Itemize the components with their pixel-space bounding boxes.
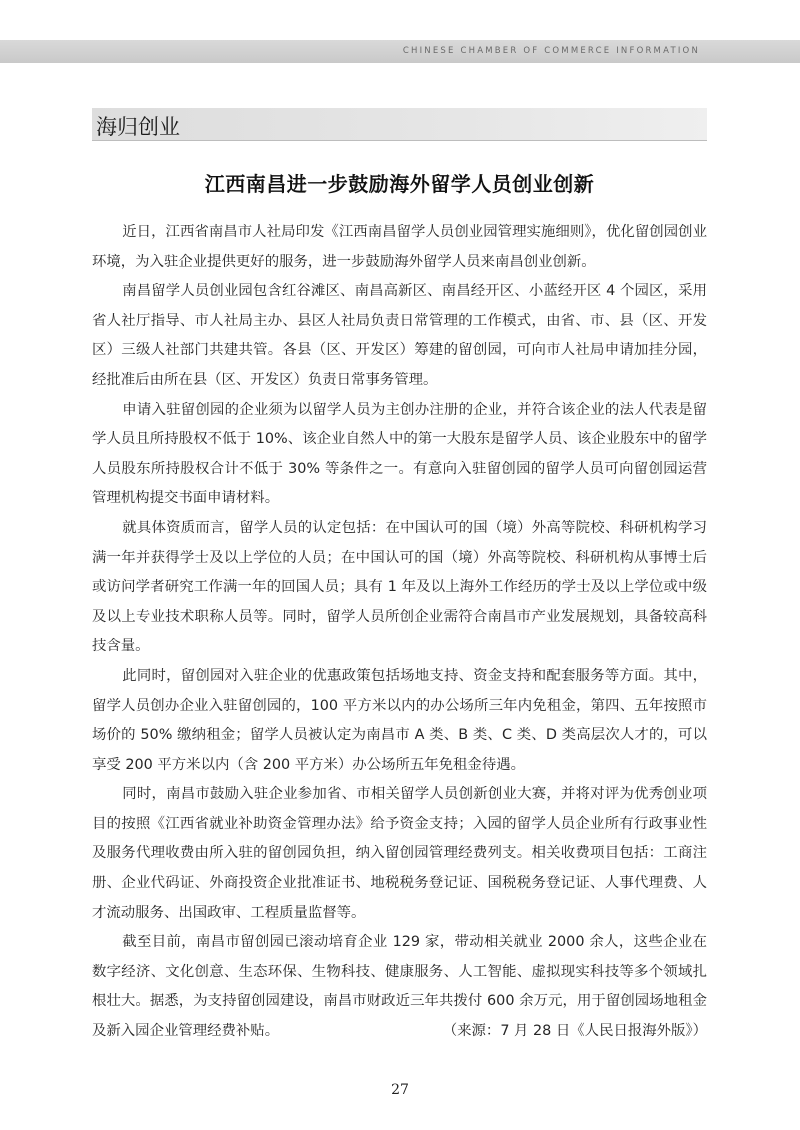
header-band — [0, 40, 800, 63]
paragraph: 申请入驻留创园的企业须为以留学人员为主创办注册的企业，并符合该企业的法人代表是留学人员且所持股权不低于 10%、该企业自然人中的第一大股东是留学人员、该企业股东中的留学人员股东所持股权合计不低于 30% 等条件之一。有意向入驻留创园的留学人员可向留创园运营管理机构提交书面申请材料。 — [92, 401, 707, 507]
paragraph: 近日，江西省南昌市人社局印发《江西南昌留学人员创业园管理实施细则》，优化留创园创业环境，为入驻企业提供更好的服务，进一步鼓励海外留学人员来南昌创业创新。 — [92, 224, 707, 270]
paragraph: 此同时，留创园对入驻企业的优惠政策包括场地支持、资金支持和配套服务等方面。其中，留学人员创办企业入驻留创园的，100 平方米以内的办公场所三年内免租金，第四、五年按照市场价的 50% 缴纳租金；留学人员被认定为南昌市 A 类、B 类、C 类、D 类高层次人才的，可以享受 200 平方米以内（含 200 平方米）办公场所五年免租金待遇。 — [92, 667, 707, 773]
section-bar — [92, 108, 707, 141]
paragraph-last — [92, 928, 707, 1046]
section-title: 海归创业 — [96, 115, 180, 139]
page-number: 27 — [391, 1082, 409, 1098]
article-title: 江西南昌进一步鼓励海外留学人员创业创新 — [204, 172, 595, 196]
publication-name: CHINESE CHAMBER OF COMMERCE INFORMATION — [402, 46, 700, 56]
paragraph: 同时，南昌市鼓励入驻企业参加省、市相关留学人员创新创业大赛，并将对评为优秀创业项目的按照《江西省就业补助资金管理办法》给予资金支持；入园的留学人员企业所有行政事业性及服务代理收费由所入驻的留创园负担，纳入留创园管理经费列支。相关收费项目包括：工商注册、企业代码证、外商投资企业批准证书、地税税务登记证、国税税务登记证、人事代理费、人才流动服务、出国政审、工程质量监督等。 — [92, 786, 707, 921]
source-citation: （来源：7 月 28 日《人民日报海外版》） — [442, 1023, 707, 1040]
article-body — [92, 218, 707, 1047]
paragraph-text: 截至目前，南昌市留创园已滚动培育企业 129 家，带动相关就业 2000 余人，这些企业在数字经济、文化创意、生态环保、生物科技、健康服务、人工智能、虚拟现实科技等多个领域扎根壮大。据悉，为支持留创园建设，南昌市财政近三年共拨付 600 余万元，用于留创园场地租金及新入园企业管理经费补贴。 — [92, 934, 707, 1040]
paragraph: 就具体资质而言，留学人员的认定包括：在中国认可的国（境）外高等院校、科研机构学习满一年并获得学士及以上学位的人员；在中国认可的国（境）外高等院校、科研机构从事博士后或访问学者研究工作满一年的回国人员；具有 1 年及以上海外工作经历的学士及以上学位或中级及以上专业技术职称人员等。同时，留学人员所创企业需符合南昌市产业发展规划，具备较高科技含量。 — [92, 519, 707, 655]
paragraph: 南昌留学人员创业园包含红谷滩区、南昌高新区、南昌经开区、小蓝经开区 4 个园区，采用省人社厅指导、市人社局主办、县区人社局负责日常管理的工作模式，由省、市、县（区、开发区）三级人社部门共建共管。各县（区、开发区）筹建的留创园，可向市人社局申请加挂分园，经批准后由所在县（区、开发区）负责日常事务管理。 — [92, 283, 707, 388]
